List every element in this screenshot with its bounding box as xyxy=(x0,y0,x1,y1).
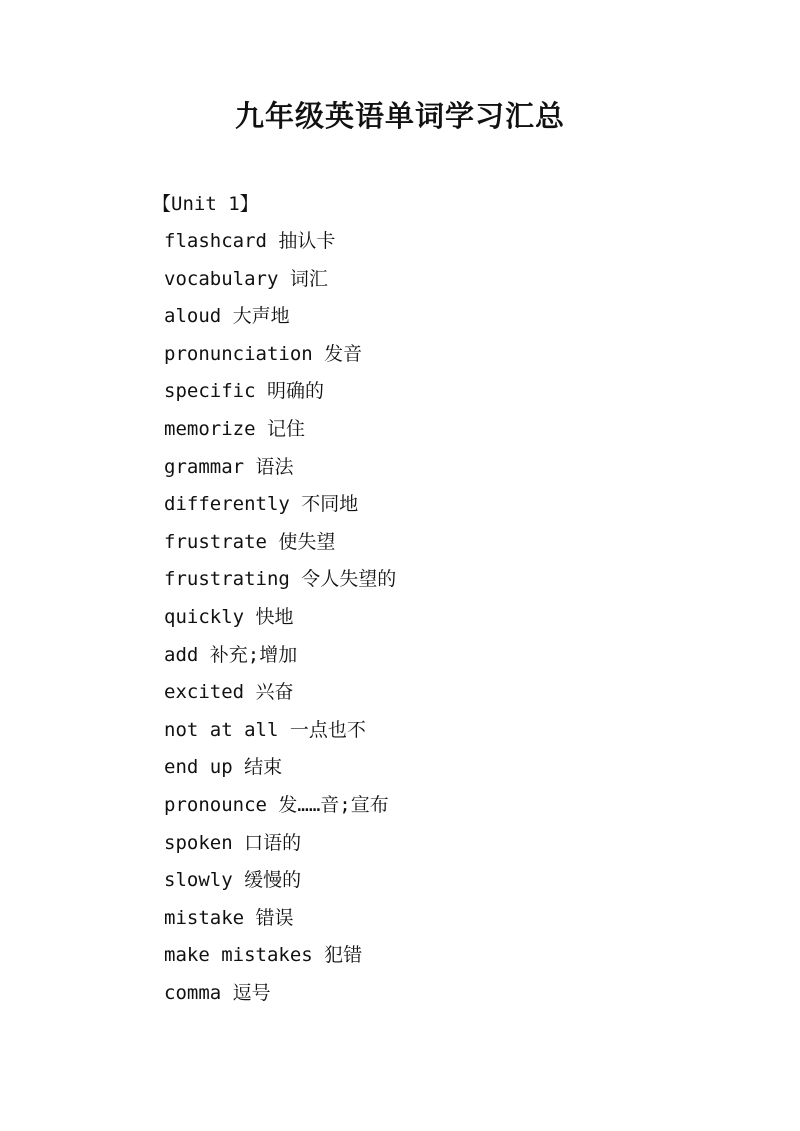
vocabulary-entry: mistake 错误 xyxy=(164,906,294,929)
unit-heading: 【Unit 1】 xyxy=(152,193,259,215)
vocabulary-entry: differently 不同地 xyxy=(164,493,359,516)
vocabulary-entry: pronounce 发……音;宣布 xyxy=(164,793,389,816)
vocabulary-entry: not at all 一点也不 xyxy=(164,718,366,741)
page-title: 九年级英语单词学习汇总 xyxy=(234,99,565,133)
vocabulary-entry: slowly 缓慢的 xyxy=(164,869,302,892)
vocabulary-entry: vocabulary 词汇 xyxy=(164,267,328,290)
vocabulary-entry: grammar 语法 xyxy=(164,455,294,478)
vocabulary-list xyxy=(164,227,396,1016)
vocabulary-entry: aloud 大声地 xyxy=(164,305,290,328)
vocabulary-entry: comma 逗号 xyxy=(164,981,271,1004)
vocabulary-entry: pronunciation 发音 xyxy=(164,342,363,365)
vocabulary-entry: frustrate 使失望 xyxy=(164,530,336,553)
vocabulary-entry: specific 明确的 xyxy=(164,380,324,403)
vocabulary-entry: memorize 记住 xyxy=(164,417,305,440)
vocabulary-entry: spoken 口语的 xyxy=(164,831,302,854)
vocabulary-entry: flashcard 抽认卡 xyxy=(164,230,336,252)
vocabulary-entry: add 补充;增加 xyxy=(164,643,298,666)
vocabulary-entry: make mistakes 犯错 xyxy=(164,944,363,967)
vocabulary-entry: end up 结束 xyxy=(164,756,283,779)
vocabulary-entry: quickly 快地 xyxy=(164,605,294,628)
vocabulary-entry: frustrating 令人失望的 xyxy=(164,568,397,591)
vocabulary-entry: excited 兴奋 xyxy=(164,681,294,704)
